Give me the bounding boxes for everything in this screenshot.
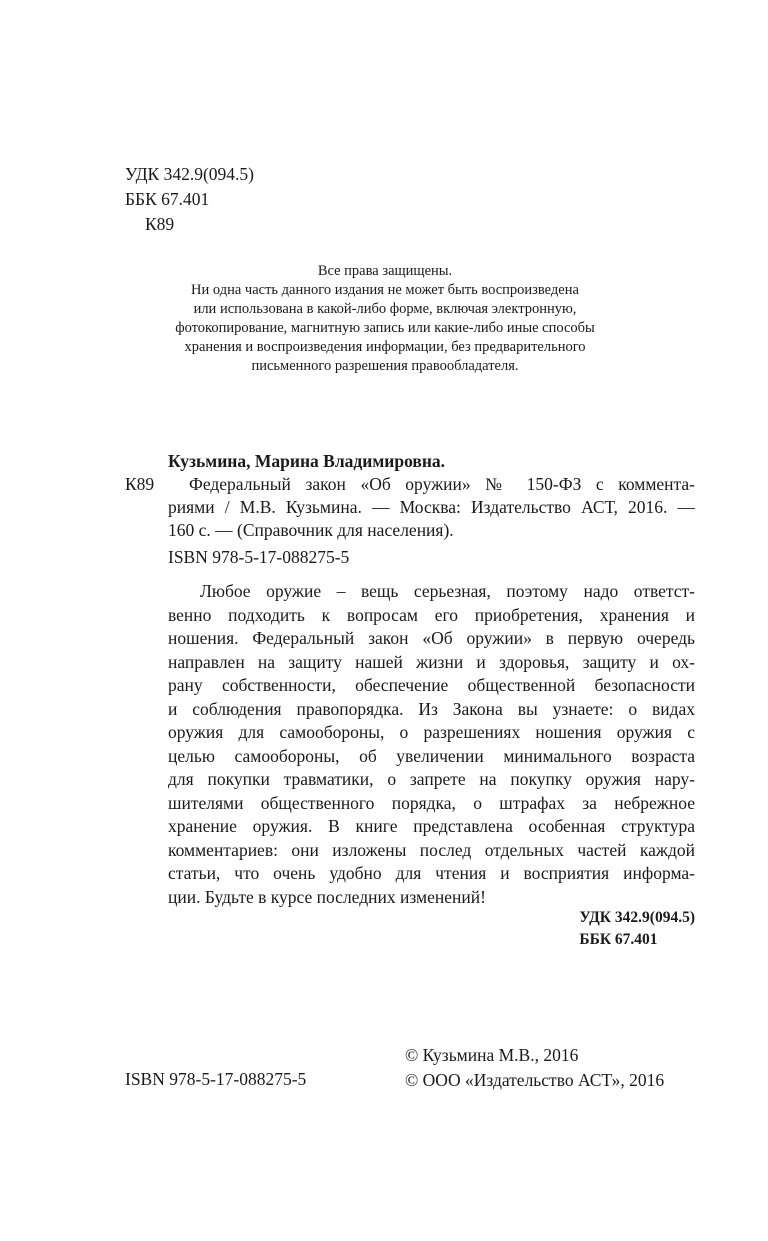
author-mark: К89: [145, 214, 175, 234]
copyright-author: © Кузьмина М.В., 2016: [405, 1045, 579, 1065]
rights-line: Все права защищены.: [317, 263, 453, 279]
rights-line: или использована в какой-либо форме, включая электронную,: [193, 301, 577, 317]
biblio-isbn: ISBN 978-5-17-088275-5: [168, 547, 350, 567]
bbk-code: ББК 67.401: [125, 189, 210, 209]
footer-isbn: ISBN 978-5-17-088275-5: [125, 1069, 307, 1089]
annotation-line: рану собственности, обеспечение общественной безопасности: [168, 675, 695, 695]
annotation-line: целью самообороны, об увеличении минимального возраста: [168, 745, 695, 766]
annotation-line: шителями общественного порядка, о штрафах за небрежное: [168, 792, 695, 813]
bbk-code-bold: ББК 67.401: [579, 931, 658, 948]
rights-line: фотокопирование, магнитную запись или какие-либо иные способы: [175, 320, 595, 336]
annotation-line: для покупки травматики, о запрете на покупку оружия нару-: [168, 769, 695, 789]
biblio-code: К89: [125, 474, 155, 494]
biblio-line: Федеральный закон «Об оружии» № 150-ФЗ с коммента-: [189, 474, 695, 494]
annotation-line: ции. Будьте в курсе последних изменений!: [168, 886, 486, 907]
annotation-line: Любое оружие – вещь серьезная, поэтому надо ответст-: [200, 581, 695, 601]
rights-line: письменного разрешения правообладателя.: [251, 358, 519, 374]
classification-index-bold: [579, 907, 695, 951]
udk-code: УДК 342.9(094.5): [125, 164, 255, 184]
biblio-line: 160 с. — (Справочник для населения).: [168, 520, 454, 540]
annotation-line: комментариев: они изложены послед отдельных частей каждой: [168, 839, 695, 860]
bibliographic-record: [125, 450, 695, 542]
biblio-line: риями / М.В. Кузьмина. — Москва: Издательство АСТ, 2016. —: [168, 497, 695, 517]
annotation: [168, 580, 695, 909]
annotation-line: направлен на защиту нашей жизни и здоровья, защиту и ох-: [168, 651, 695, 672]
author-heading: Кузьмина, Марина Владимировна.: [168, 451, 446, 471]
copyright-notices: [405, 1043, 664, 1093]
annotation-line: хранение оружия. В книге представлена особенная структура: [168, 816, 695, 836]
rights-notice: [120, 262, 650, 376]
annotation-line: и соблюдения правопорядка. Из Закона вы узнаете: о видах: [168, 698, 695, 719]
annotation-line: венно подходить к вопросам его приобретения, хранения и: [168, 604, 695, 625]
biblio-first-line: [125, 473, 695, 496]
annotation-line: статьи, что очень удобно для чтения и восприятия информа-: [168, 863, 695, 883]
rights-line: хранения и воспроизведения информации, без предварительного: [184, 339, 586, 355]
annotation-line: оружия для самообороны, о разрешениях ношения оружия с: [168, 722, 695, 742]
classification-index: [125, 162, 254, 237]
annotation-line: ношения. Федеральный закон «Об оружии» в первую очередь: [168, 628, 695, 648]
copyright-publisher: © ООО «Издательство АСТ», 2016: [405, 1070, 665, 1090]
udk-code-bold: УДК 342.9(094.5): [579, 909, 695, 926]
rights-line: Ни одна часть данного издания не может быть воспроизведена: [191, 282, 579, 298]
